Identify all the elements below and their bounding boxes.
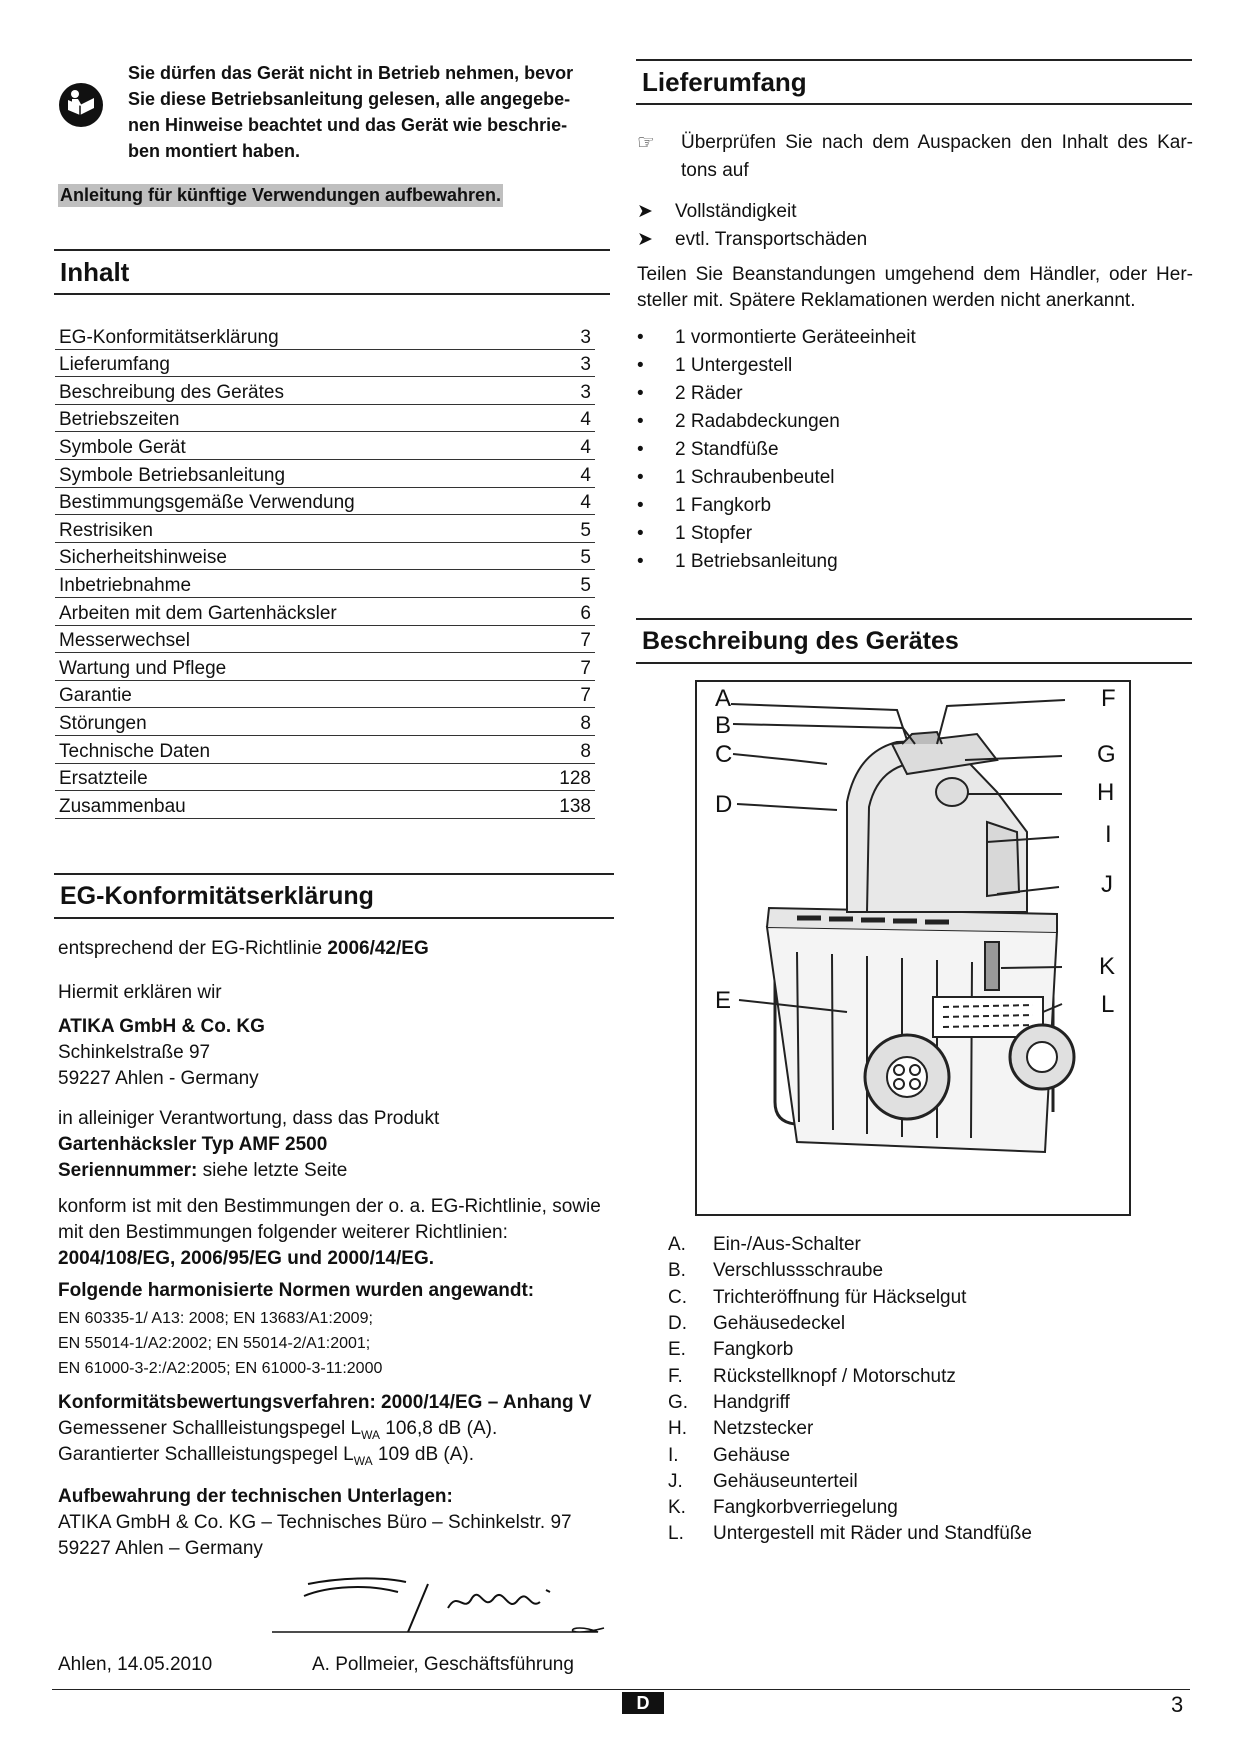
list-item	[637, 380, 1193, 408]
dot-bullet-icon: •	[637, 467, 644, 488]
legend-letter: A.	[668, 1234, 686, 1256]
table-of-contents	[55, 322, 595, 819]
company-name: ATIKA GmbH & Co. KG	[58, 1016, 265, 1037]
figure-label-e: E	[715, 987, 732, 1014]
delivery-item: 1 Untergestell	[675, 355, 793, 376]
legend-letter: E.	[668, 1339, 686, 1361]
warning-line: ben montiert haben.	[128, 141, 301, 161]
norm-line: EN 60335-1/ A13: 2008; EN 13683/A1:2009;	[58, 1310, 373, 1327]
shredder-illustration	[697, 682, 1129, 1214]
toc-row[interactable]	[55, 543, 595, 571]
legend-row	[668, 1442, 1168, 1468]
serial-line	[58, 1158, 347, 1184]
keep-instructions-note: Anleitung für künftige Verwendungen aufbewahren.	[60, 185, 502, 205]
legend-row	[668, 1232, 1168, 1258]
toc-row[interactable]	[55, 350, 595, 378]
toc-row[interactable]	[55, 764, 595, 792]
check-line-1: Überprüfen Sie nach dem Auspacken den Inhalt des Kar-	[681, 132, 1193, 153]
delivery-item: 1 vormontierte Geräteeinheit	[675, 327, 916, 348]
signature	[268, 1570, 618, 1650]
check-list	[637, 198, 1193, 254]
place-date: Ahlen, 14.05.2010	[58, 1654, 213, 1675]
toc-page: 4	[580, 409, 591, 431]
storage-title: Aufbewahrung der technischen Unterlagen:	[58, 1486, 453, 1507]
dot-bullet-icon: •	[637, 551, 644, 572]
toc-label: Arbeiten mit dem Gartenhäcksler	[59, 602, 337, 624]
delivery-item: 2 Standfüße	[675, 439, 779, 460]
toc-page: 4	[580, 464, 591, 486]
legend-letter: H.	[668, 1418, 687, 1440]
toc-label: Betriebszeiten	[59, 409, 180, 431]
conform-line-2: mit den Bestimmungen folgender weiterer Richtlinien:	[58, 1222, 508, 1243]
legend-text: Handgriff	[713, 1391, 790, 1413]
figure-label-h: H	[1097, 779, 1115, 806]
figure-label-i: I	[1105, 821, 1112, 848]
measured-sub: WA	[361, 1427, 381, 1442]
legend-letter: G.	[668, 1391, 689, 1413]
list-item	[637, 226, 1193, 254]
toc-row[interactable]	[55, 626, 595, 654]
list-item	[637, 352, 1193, 380]
check-item: evtl. Transportschäden	[675, 229, 868, 250]
legend-letter: D.	[668, 1313, 687, 1335]
toc-label: Sicherheitshinweise	[59, 547, 227, 569]
check-item: Vollständigkeit	[675, 201, 797, 222]
storage-line-1: ATIKA GmbH & Co. KG – Technisches Büro – Schinkelstr. 97	[58, 1512, 572, 1533]
toc-label: EG-Konformitätserklärung	[59, 326, 279, 348]
norm-line: EN 55014-1/A2:2002; EN 55014-2/A1:2001;	[58, 1335, 371, 1352]
company-city: 59227 Ahlen - Germany	[58, 1068, 259, 1089]
norms-title: Folgende harmonisierte Normen wurden angewandt:	[58, 1280, 535, 1301]
conformity-heading	[54, 873, 614, 919]
list-item	[637, 464, 1193, 492]
figure-label-l: L	[1101, 991, 1115, 1018]
signatory: A. Pollmeier, Geschäftsführung	[312, 1654, 574, 1675]
delivery-item: 1 Stopfer	[675, 523, 753, 544]
toc-row[interactable]	[55, 405, 595, 433]
arrow-bullet-icon: ➤	[637, 229, 653, 250]
dot-bullet-icon: •	[637, 327, 644, 348]
legend-letter: I.	[668, 1444, 679, 1466]
serial-label: Seriennummer:	[58, 1160, 198, 1181]
toc-row[interactable]	[55, 598, 595, 626]
figure-label-j: J	[1101, 871, 1113, 898]
figure-label-c: C	[715, 741, 733, 768]
legend-letter: C.	[668, 1286, 687, 1308]
check-line-2: tons auf	[681, 160, 749, 181]
legend-row	[668, 1363, 1168, 1389]
page-number: 3	[1171, 1692, 1184, 1717]
legend-text: Ein-/Aus-Schalter	[713, 1234, 861, 1256]
figure-label-a: A	[715, 685, 732, 712]
delivery-item: 1 Fangkorb	[675, 495, 772, 516]
toc-page: 128	[559, 768, 591, 790]
responsibility-line: in alleiniger Verantwortung, dass das Produkt	[58, 1108, 440, 1129]
toc-row[interactable]	[55, 460, 595, 488]
warning-line: Sie dürfen das Gerät nicht in Betrieb nehmen, bevor	[128, 63, 574, 83]
toc-label: Restrisiken	[59, 519, 153, 541]
delivery-heading	[636, 59, 1192, 105]
toc-page: 3	[580, 326, 591, 348]
directive-line	[58, 936, 429, 962]
toc-page: 8	[580, 712, 591, 734]
legend-text: Gehäuse	[713, 1444, 791, 1466]
guaranteed-prefix: Garantierter Schallleistungspegel L	[58, 1444, 354, 1465]
toc-page: 5	[580, 547, 591, 569]
delivery-items	[637, 324, 1193, 576]
toc-row[interactable]	[55, 570, 595, 598]
legend-row	[668, 1469, 1168, 1495]
legend-text: Trichteröffnung für Häckselgut	[713, 1286, 967, 1308]
toc-row[interactable]	[55, 791, 595, 819]
list-item	[637, 324, 1193, 352]
description-title: Beschreibung des Gerätes	[642, 626, 959, 655]
footer-divider	[52, 1689, 1190, 1690]
legend-row	[668, 1285, 1168, 1311]
list-item	[637, 492, 1193, 520]
other-directives: 2004/108/EG, 2006/95/EG und 2000/14/EG.	[58, 1248, 435, 1269]
legend-row	[668, 1311, 1168, 1337]
delivery-title: Lieferumfang	[642, 66, 807, 97]
figure-label-f: F	[1101, 685, 1116, 712]
toc-page: 5	[580, 574, 591, 596]
storage-line-2: 59227 Ahlen – Germany	[58, 1538, 263, 1559]
delivery-item: 1 Betriebsanleitung	[675, 551, 838, 572]
toc-row[interactable]	[55, 736, 595, 764]
toc-label: Zusammenbau	[59, 795, 186, 817]
toc-page: 3	[580, 381, 591, 403]
dot-bullet-icon: •	[637, 439, 644, 460]
toc-label: Beschreibung des Gerätes	[59, 381, 284, 403]
legend-text: Netzstecker	[713, 1418, 814, 1440]
toc-row[interactable]	[55, 377, 595, 405]
guaranteed-sub: WA	[353, 1453, 373, 1468]
warning-text	[128, 60, 618, 164]
toc-page: 7	[580, 657, 591, 679]
toc-row[interactable]	[55, 322, 595, 350]
delivery-item: 2 Radabdeckungen	[675, 411, 840, 432]
warning-line: Sie diese Betriebsanleitung gelesen, alle angegebe-	[128, 89, 571, 109]
toc-label: Störungen	[59, 712, 147, 734]
toc-page: 7	[580, 630, 591, 652]
legend-row	[668, 1337, 1168, 1363]
toc-page: 8	[580, 740, 591, 762]
directive-prefix: entsprechend der EG-Richtlinie	[58, 938, 328, 959]
legend-letter: B.	[668, 1260, 686, 1282]
toc-label: Symbole Betriebsanleitung	[59, 464, 286, 486]
legend-row	[668, 1495, 1168, 1521]
toc-row[interactable]	[55, 432, 595, 460]
directive-number: 2006/42/EG	[327, 938, 429, 959]
toc-label: Messerwechsel	[59, 630, 190, 652]
description-heading	[636, 618, 1192, 664]
toc-label: Symbole Gerät	[59, 436, 186, 458]
toc-page: 7	[580, 685, 591, 707]
serial-value: siehe letzte Seite	[197, 1160, 348, 1181]
language-badge: D	[622, 1692, 664, 1714]
list-item	[637, 548, 1193, 576]
toc-label: Technische Daten	[59, 740, 211, 762]
device-figure	[695, 680, 1131, 1216]
guaranteed-value: 109 dB (A).	[372, 1444, 475, 1465]
legend-row	[668, 1521, 1168, 1547]
list-item	[637, 408, 1193, 436]
legend-text: Fangkorbverriegelung	[713, 1497, 898, 1519]
read-manual-icon	[58, 82, 104, 128]
figure-label-d: D	[715, 791, 733, 818]
legend-text: Untergestell mit Räder und Standfüße	[713, 1523, 1032, 1545]
toc-label: Ersatzteile	[59, 768, 148, 790]
delivery-item: 2 Räder	[675, 383, 743, 404]
toc-page: 3	[580, 354, 591, 376]
list-item	[637, 436, 1193, 464]
dot-bullet-icon: •	[637, 523, 644, 544]
toc-label: Inbetriebnahme	[59, 574, 192, 596]
guaranteed-level	[58, 1442, 474, 1474]
dot-bullet-icon: •	[637, 495, 644, 516]
legend-letter: L.	[668, 1523, 684, 1545]
toc-label: Wartung und Pflege	[59, 657, 227, 679]
pointing-hand-icon: ☞	[637, 132, 655, 154]
measured-value: 106,8 dB (A).	[380, 1418, 498, 1439]
toc-page: 4	[580, 492, 591, 514]
complaint-paragraph	[637, 262, 1193, 314]
legend-row	[668, 1258, 1168, 1284]
toc-title: Inhalt	[60, 256, 130, 287]
delivery-item: 1 Schraubenbeutel	[675, 467, 835, 488]
conform-line-1: konform ist mit den Bestimmungen der o. a. EG-Richtlinie, sowie	[58, 1196, 601, 1217]
legend-text: Verschlussschraube	[713, 1260, 884, 1282]
complaint-line-1: Teilen Sie Beanstandungen umgehend dem Händler, oder Her-	[637, 264, 1193, 285]
dot-bullet-icon: •	[637, 355, 644, 376]
toc-page: 6	[580, 602, 591, 624]
figure-label-b: B	[715, 712, 732, 739]
toc-page: 138	[559, 795, 591, 817]
legend-text: Gehäusedeckel	[713, 1313, 846, 1335]
toc-row[interactable]	[55, 653, 595, 681]
toc-row[interactable]	[55, 488, 595, 516]
list-item	[637, 520, 1193, 548]
company-street: Schinkelstraße 97	[58, 1042, 211, 1063]
toc-row[interactable]	[55, 515, 595, 543]
toc-page: 4	[580, 436, 591, 458]
legend-text: Gehäuseunterteil	[713, 1470, 858, 1492]
figure-legend	[668, 1232, 1168, 1548]
toc-label: Lieferumfang	[59, 354, 170, 376]
figure-label-g: G	[1097, 741, 1116, 768]
figure-label-k: K	[1099, 953, 1116, 980]
warning-line: nen Hinweise beachtet und das Gerät wie beschrie-	[128, 115, 568, 135]
check-note	[637, 130, 1193, 184]
legend-text: Rückstellknopf / Motorschutz	[713, 1365, 956, 1387]
complaint-line-2: steller mit. Spätere Reklamationen werden nicht anerkannt.	[637, 290, 1136, 311]
dot-bullet-icon: •	[637, 411, 644, 432]
norm-line: EN 61000-3-2:/A2:2005; EN 61000-3-11:2000	[58, 1360, 383, 1377]
legend-letter: K.	[668, 1497, 686, 1519]
measured-prefix: Gemessener Schallleistungspegel L	[58, 1418, 362, 1439]
legend-row	[668, 1390, 1168, 1416]
dot-bullet-icon: •	[637, 383, 644, 404]
toc-row[interactable]	[55, 708, 595, 736]
toc-page: 5	[580, 519, 591, 541]
legend-text: Fangkorb	[713, 1339, 794, 1361]
toc-heading	[54, 249, 610, 295]
procedure-line: Konformitätsbewertungsverfahren: 2000/14/EG – Anhang V	[58, 1392, 592, 1413]
toc-label: Bestimmungsgemäße Verwendung	[59, 492, 355, 514]
legend-row	[668, 1416, 1168, 1442]
toc-label: Garantie	[59, 685, 132, 707]
legend-letter: J.	[668, 1470, 683, 1492]
legend-letter: F.	[668, 1365, 683, 1387]
product-line: Gartenhäcksler Typ AMF 2500	[58, 1134, 328, 1155]
conformity-title: EG-Konformitätserklärung	[60, 881, 374, 910]
declare-line: Hiermit erklären wir	[58, 982, 222, 1003]
arrow-bullet-icon: ➤	[637, 201, 653, 222]
list-item	[637, 198, 1193, 226]
toc-row[interactable]	[55, 681, 595, 709]
